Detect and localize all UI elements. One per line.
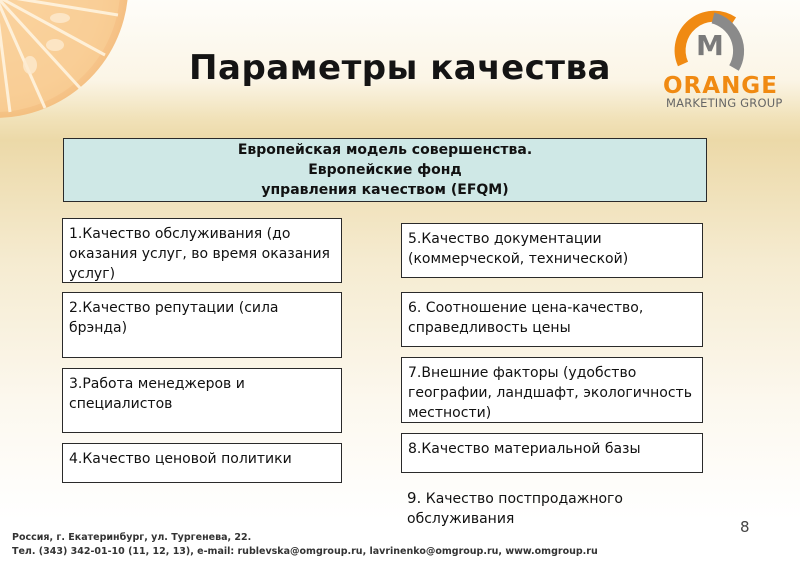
page-title: Параметры качества — [189, 48, 611, 88]
quality-item-7: 7.Внешние факторы (удобство географии, ландшафт, экологичность местности) — [401, 357, 703, 423]
efqm-header-box — [63, 138, 707, 202]
logo-wordmark: ORANGE — [663, 73, 778, 99]
quality-item-1: 1.Качество обслуживания (до оказания услуг, во время оказания услуг) — [62, 218, 342, 283]
quality-item-4: 4.Качество ценовой политики — [62, 443, 342, 483]
orange-slice-decoration — [0, 0, 130, 118]
svg-text:M: M — [696, 29, 724, 62]
quality-item-8: 8.Качество материальной базы — [401, 433, 703, 473]
footer-phone-email: Тел. (343) 342-01-10 (11, 12, 13), e-mail: rublevska@omgroup.ru, lavrinenko@omgroup.ru, www.omgroup.ru — [12, 546, 598, 557]
item9-text: Качество постпродажного обслуживания — [407, 491, 623, 527]
quality-item-2: 2.Качество репутации (сила брэнда) — [62, 292, 342, 358]
quality-item-3: 3.Работа менеджеров и специалистов — [62, 368, 342, 433]
logo-subtitle: MARKETING GROUP — [666, 96, 783, 110]
quality-item-5: 5.Качество документации (коммерческой, технической) — [401, 223, 703, 278]
item9-number: 9. — [407, 489, 422, 507]
footer-address: Россия, г. Екатеринбург, ул. Тургенева, 22. — [12, 532, 252, 543]
quality-item-6: 6. Соотношение цена-качество, справедливость цены — [401, 292, 703, 347]
header-line: Европейская модель совершенства. — [237, 142, 533, 158]
footer-contacts — [12, 531, 598, 559]
page-number: 8 — [740, 518, 750, 536]
quality-item-9 — [407, 488, 707, 529]
header-line: Европейские фонд — [308, 162, 462, 178]
header-line: управления качеством (EFQM) — [261, 182, 509, 198]
